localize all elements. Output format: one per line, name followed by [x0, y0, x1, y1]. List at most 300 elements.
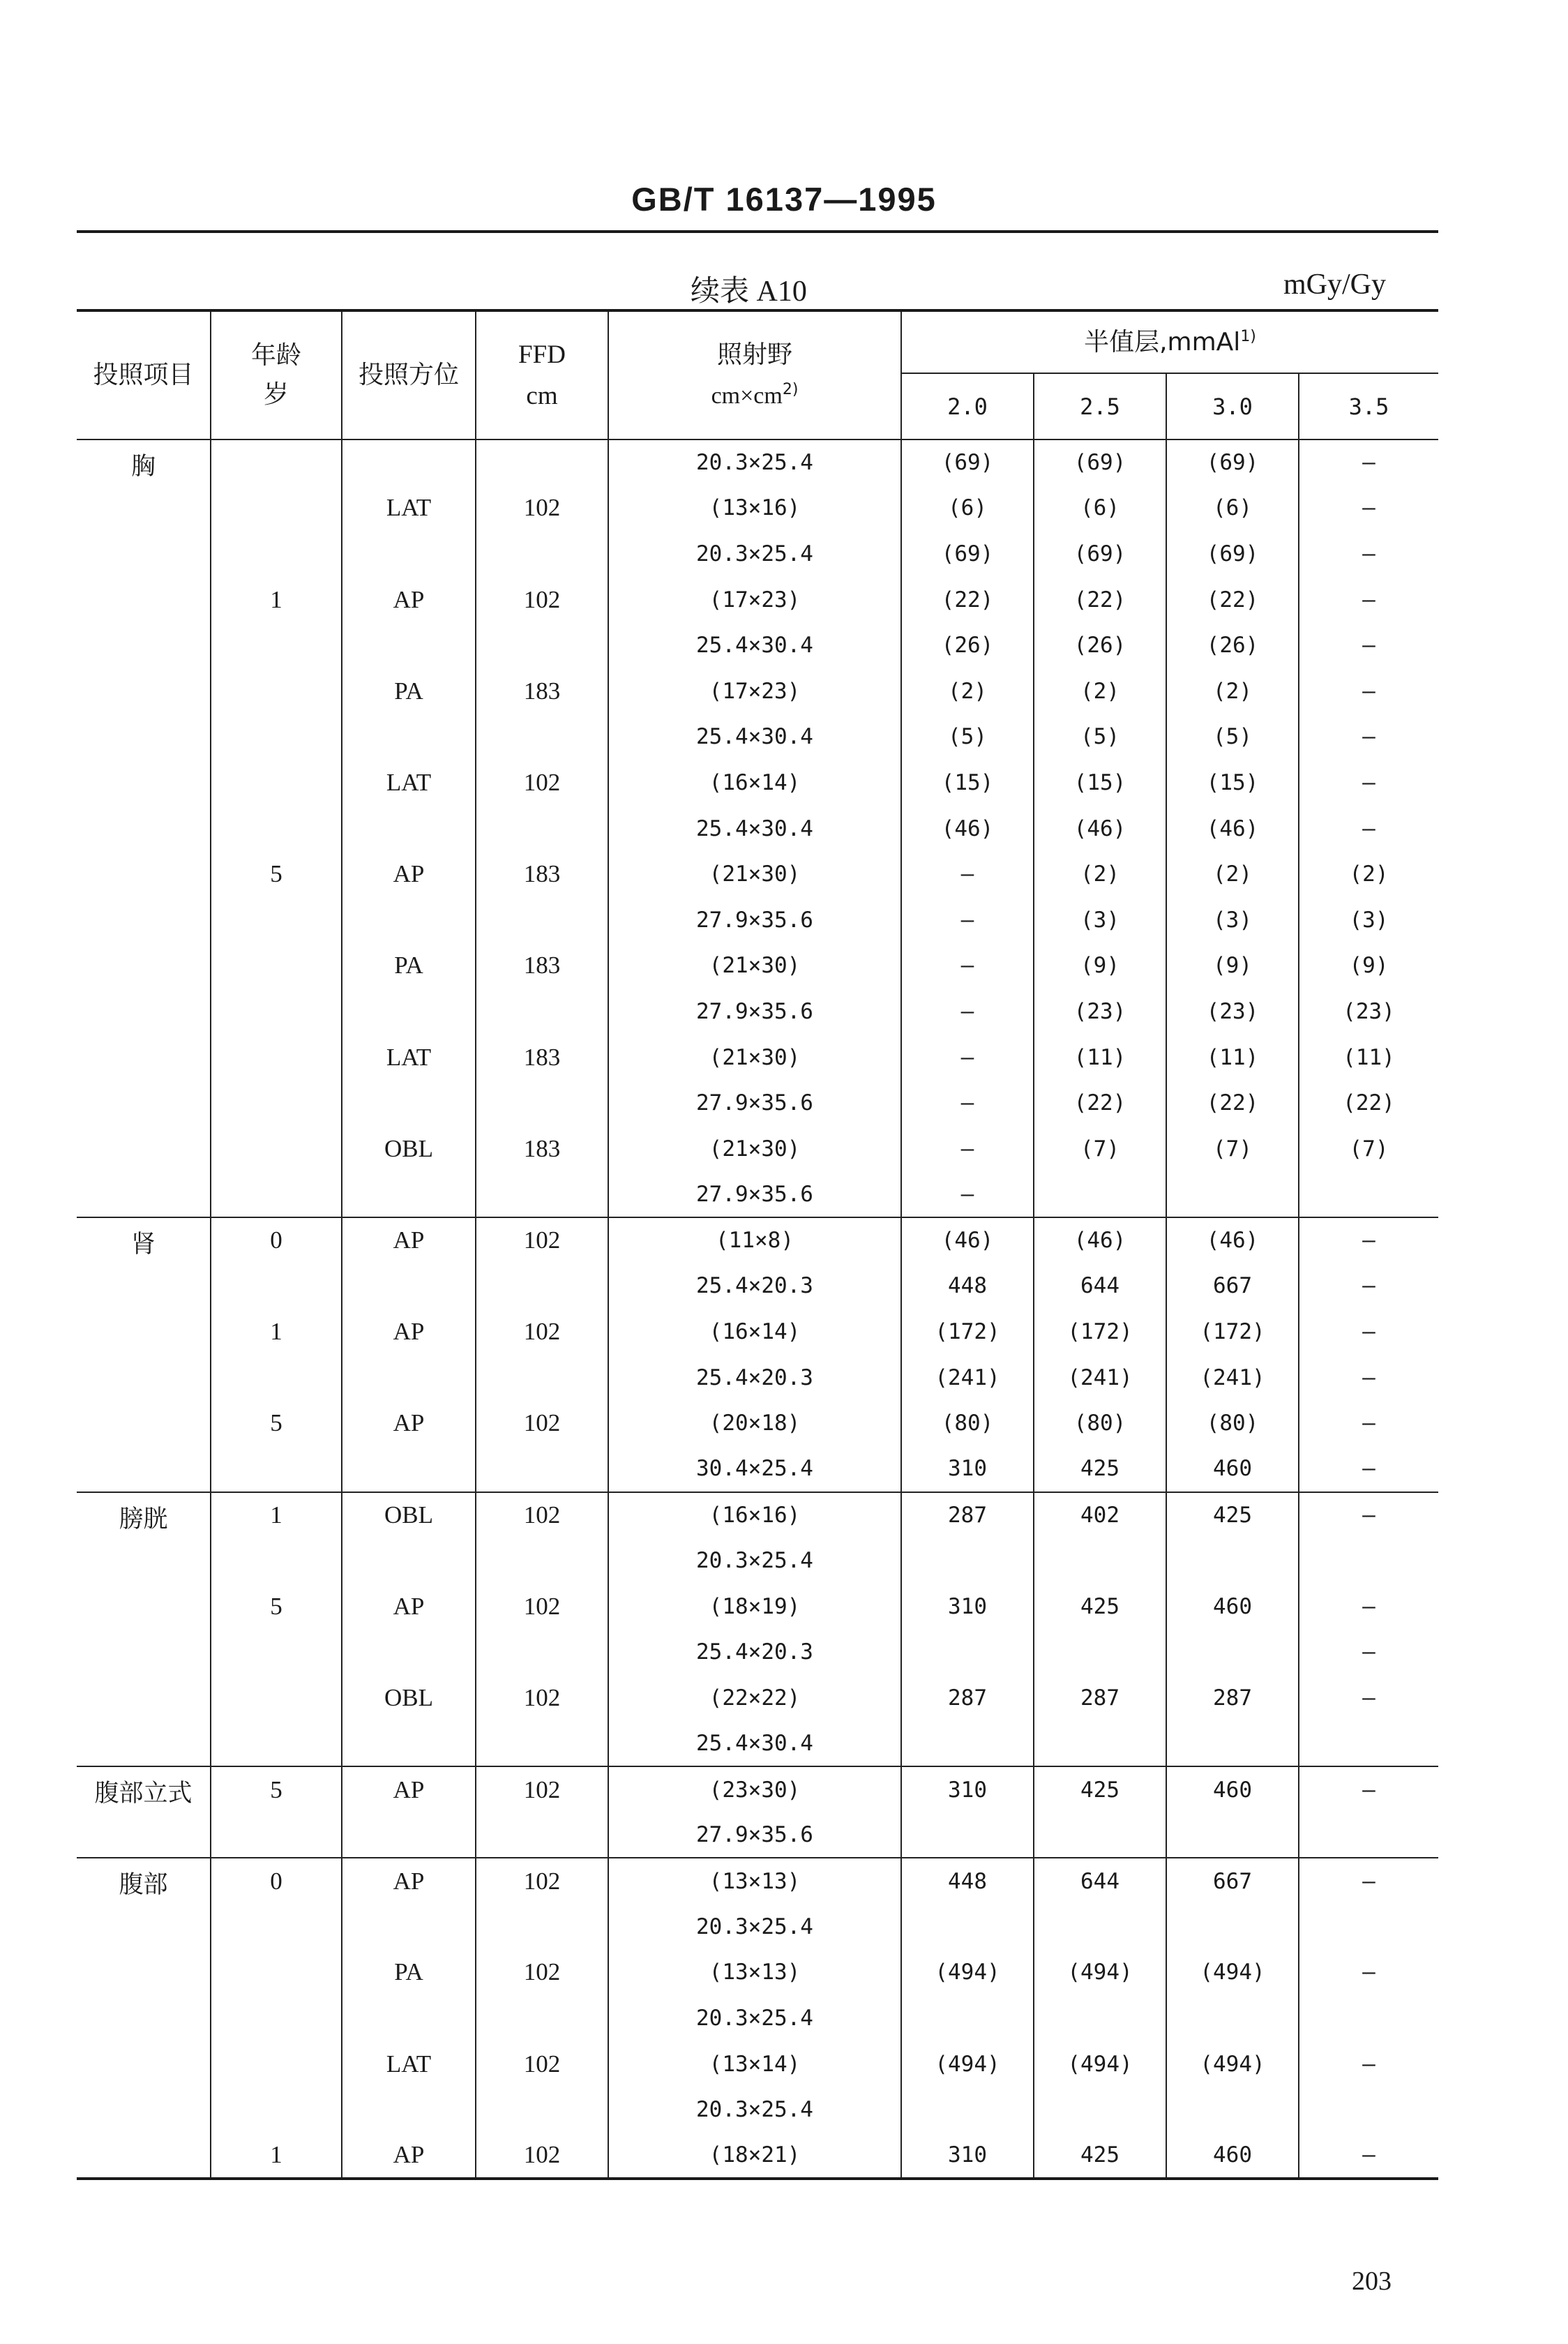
ffd-cell — [476, 440, 608, 486]
dose-hvl-2-5-cell: (69) — [1034, 440, 1166, 486]
dose-hvl-2-0-cell: 448 — [901, 1858, 1034, 1904]
table-row — [77, 1355, 1438, 1401]
ffd-cell: 102 — [476, 1309, 608, 1355]
dose-hvl-3-5-cell: — — [1299, 1629, 1438, 1675]
dose-hvl-2-0-cell: (2) — [901, 668, 1034, 714]
position-cell — [342, 1812, 476, 1858]
table-row — [77, 1400, 1438, 1446]
field-cell: 25.4×20.3 — [608, 1355, 901, 1401]
position-cell: PA — [342, 1950, 476, 1996]
position-cell — [342, 1446, 476, 1492]
table-row — [77, 1080, 1438, 1126]
dose-hvl-3-5-cell: — — [1299, 760, 1438, 806]
dose-hvl-2-5-cell: (5) — [1034, 714, 1166, 760]
table-row — [77, 2041, 1438, 2087]
position-cell: AP — [342, 2133, 476, 2179]
table-row — [77, 577, 1438, 623]
age-cell — [211, 1904, 342, 1950]
dose-hvl-3-0-cell: 460 — [1166, 1446, 1299, 1492]
table-group — [77, 1858, 1438, 2178]
dose-hvl-2-5-cell: (494) — [1034, 1950, 1166, 1996]
position-cell — [342, 531, 476, 577]
dose-hvl-2-5-cell: (15) — [1034, 760, 1166, 806]
project-cell: 胸 — [77, 440, 211, 1217]
ffd-cell — [476, 1080, 608, 1126]
table-row — [77, 1492, 1438, 1538]
dose-hvl-3-0-cell: 667 — [1166, 1858, 1299, 1904]
table-row — [77, 1721, 1438, 1767]
age-cell: 1 — [211, 1309, 342, 1355]
table-row — [77, 622, 1438, 668]
position-cell: AP — [342, 1858, 476, 1904]
table-row — [77, 1126, 1438, 1172]
dose-hvl-2-0-cell: (46) — [901, 806, 1034, 852]
ffd-cell: 102 — [476, 1217, 608, 1263]
position-cell: OBL — [342, 1675, 476, 1721]
dose-hvl-3-5-cell: — — [1299, 1446, 1438, 1492]
field-cell: 20.3×25.4 — [608, 1904, 901, 1950]
dose-hvl-2-0-cell: 287 — [901, 1492, 1034, 1538]
dose-hvl-2-5-cell: (80) — [1034, 1400, 1166, 1446]
position-cell — [342, 1629, 476, 1675]
age-cell — [211, 1172, 342, 1218]
header-ffd-label: FFD — [518, 340, 566, 369]
dose-hvl-3-5-cell: — — [1299, 714, 1438, 760]
field-cell: 27.9×35.6 — [608, 1812, 901, 1858]
dose-hvl-3-5-cell: (11) — [1299, 1035, 1438, 1081]
age-cell — [211, 714, 342, 760]
table-row — [77, 1217, 1438, 1263]
age-cell — [211, 1263, 342, 1309]
dose-hvl-2-5-cell — [1034, 1172, 1166, 1218]
position-cell: AP — [342, 1584, 476, 1630]
field-cell: (16×16) — [608, 1492, 901, 1538]
table-row — [77, 760, 1438, 806]
position-cell — [342, 1080, 476, 1126]
position-cell: AP — [342, 851, 476, 897]
dose-hvl-2-0-cell — [901, 1812, 1034, 1858]
age-cell: 1 — [211, 2133, 342, 2179]
age-cell: 1 — [211, 577, 342, 623]
dose-hvl-3-0-cell: (23) — [1166, 989, 1299, 1035]
table-row — [77, 668, 1438, 714]
field-cell: 20.3×25.4 — [608, 2087, 901, 2133]
ffd-cell: 183 — [476, 851, 608, 897]
position-cell — [342, 1904, 476, 1950]
field-cell: 25.4×20.3 — [608, 1263, 901, 1309]
position-cell — [342, 440, 476, 486]
dose-hvl-3-0-cell: (22) — [1166, 577, 1299, 623]
ffd-cell: 102 — [476, 1950, 608, 1996]
position-cell: OBL — [342, 1126, 476, 1172]
ffd-cell — [476, 989, 608, 1035]
age-cell: 5 — [211, 1584, 342, 1630]
field-cell: 27.9×35.6 — [608, 989, 901, 1035]
age-cell — [211, 622, 342, 668]
dose-hvl-2-5-cell: (22) — [1034, 577, 1166, 623]
table-caption: 续表 A10 — [691, 276, 807, 308]
dose-hvl-3-5-cell: — — [1299, 577, 1438, 623]
dose-hvl-3-5-cell: — — [1299, 440, 1438, 486]
dose-hvl-3-0-cell: 460 — [1166, 1584, 1299, 1630]
project-cell: 膀胱 — [77, 1492, 211, 1767]
ffd-cell: 102 — [476, 1675, 608, 1721]
ffd-cell — [476, 714, 608, 760]
project-cell: 肾 — [77, 1217, 211, 1492]
dose-hvl-3-5-cell: (9) — [1299, 943, 1438, 989]
age-cell — [211, 1355, 342, 1401]
age-cell — [211, 1675, 342, 1721]
table-row — [77, 2133, 1438, 2179]
dose-hvl-3-0-cell — [1166, 1995, 1299, 2041]
dose-hvl-2-0-cell: 310 — [901, 2133, 1034, 2179]
age-cell: 5 — [211, 1766, 342, 1812]
table-row — [77, 1675, 1438, 1721]
dose-hvl-3-0-cell: (80) — [1166, 1400, 1299, 1446]
header-ffd — [476, 310, 608, 440]
field-cell: (16×14) — [608, 1309, 901, 1355]
field-cell: (13×13) — [608, 1950, 901, 1996]
table-row — [77, 943, 1438, 989]
header-hvl-2-5: 2.5 — [1034, 373, 1166, 440]
dose-hvl-2-5-cell: 287 — [1034, 1675, 1166, 1721]
header-project: 投照项目 — [77, 310, 211, 440]
position-cell: LAT — [342, 1035, 476, 1081]
table-group — [77, 1492, 1438, 1767]
ffd-cell: 183 — [476, 943, 608, 989]
header-age — [211, 310, 342, 440]
dose-hvl-2-5-cell — [1034, 1538, 1166, 1584]
dose-hvl-2-0-cell: (26) — [901, 622, 1034, 668]
dose-hvl-2-0-cell: — — [901, 851, 1034, 897]
dose-hvl-2-5-cell: (6) — [1034, 486, 1166, 532]
dose-hvl-3-5-cell: — — [1299, 1584, 1438, 1630]
table-row — [77, 1172, 1438, 1218]
dose-hvl-3-0-cell: (241) — [1166, 1355, 1299, 1401]
ffd-cell: 102 — [476, 1858, 608, 1904]
dose-hvl-2-5-cell: (22) — [1034, 1080, 1166, 1126]
dose-hvl-2-5-cell: (9) — [1034, 943, 1166, 989]
dose-hvl-2-0-cell: 310 — [901, 1446, 1034, 1492]
table-row — [77, 1584, 1438, 1630]
dose-hvl-2-5-cell — [1034, 1812, 1166, 1858]
dose-hvl-3-5-cell — [1299, 1172, 1438, 1218]
table-row — [77, 897, 1438, 943]
dose-hvl-2-5-cell — [1034, 1721, 1166, 1767]
dose-hvl-3-5-cell: — — [1299, 1950, 1438, 1996]
age-cell — [211, 531, 342, 577]
age-cell — [211, 486, 342, 532]
dose-hvl-3-0-cell: 425 — [1166, 1492, 1299, 1538]
ffd-cell — [476, 1446, 608, 1492]
dose-hvl-2-5-cell: (23) — [1034, 989, 1166, 1035]
table-row — [77, 1035, 1438, 1081]
position-cell: LAT — [342, 2041, 476, 2087]
dose-hvl-3-0-cell: (494) — [1166, 2041, 1299, 2087]
field-cell: 27.9×35.6 — [608, 1080, 901, 1126]
age-cell — [211, 668, 342, 714]
ffd-cell — [476, 806, 608, 852]
table-row — [77, 1904, 1438, 1950]
table-row — [77, 531, 1438, 577]
unit-label: mGy/Gy — [1283, 269, 1386, 301]
dose-hvl-2-0-cell: (69) — [901, 531, 1034, 577]
ffd-cell: 102 — [476, 2133, 608, 2179]
dose-hvl-3-5-cell: — — [1299, 486, 1438, 532]
ffd-cell: 102 — [476, 1584, 608, 1630]
position-cell — [342, 2087, 476, 2133]
field-cell: 25.4×30.4 — [608, 714, 901, 760]
position-cell — [342, 1995, 476, 2041]
dose-hvl-2-5-cell: (11) — [1034, 1035, 1166, 1081]
table-group — [77, 1766, 1438, 1858]
dose-hvl-3-0-cell: (15) — [1166, 760, 1299, 806]
field-cell: (17×23) — [608, 668, 901, 714]
position-cell — [342, 897, 476, 943]
field-cell: 25.4×30.4 — [608, 806, 901, 852]
table-row — [77, 1263, 1438, 1309]
header-hvl — [901, 310, 1438, 373]
dose-hvl-3-5-cell — [1299, 1721, 1438, 1767]
dose-hvl-3-5-cell: — — [1299, 1400, 1438, 1446]
ffd-cell — [476, 1904, 608, 1950]
dose-hvl-2-0-cell — [901, 1629, 1034, 1675]
ffd-cell: 102 — [476, 2041, 608, 2087]
dose-hvl-3-0-cell: (6) — [1166, 486, 1299, 532]
dose-hvl-2-5-cell: 644 — [1034, 1263, 1166, 1309]
dose-hvl-3-5-cell: — — [1299, 1766, 1438, 1812]
dose-hvl-2-5-cell: 425 — [1034, 1766, 1166, 1812]
dose-hvl-3-5-cell: — — [1299, 1217, 1438, 1263]
ffd-cell: 183 — [476, 1126, 608, 1172]
dose-hvl-3-0-cell: (494) — [1166, 1950, 1299, 1996]
dose-hvl-2-5-cell: (26) — [1034, 622, 1166, 668]
dose-hvl-3-5-cell: — — [1299, 668, 1438, 714]
ffd-cell — [476, 1172, 608, 1218]
dose-hvl-2-5-cell — [1034, 1995, 1166, 2041]
dose-hvl-3-0-cell: (2) — [1166, 668, 1299, 714]
dose-hvl-3-0-cell: (69) — [1166, 440, 1299, 486]
age-cell — [211, 1446, 342, 1492]
dose-hvl-3-5-cell — [1299, 1904, 1438, 1950]
table-row — [77, 806, 1438, 852]
ffd-cell — [476, 1538, 608, 1584]
table-row — [77, 2087, 1438, 2133]
dose-hvl-2-0-cell: — — [901, 897, 1034, 943]
dose-hvl-3-5-cell — [1299, 1812, 1438, 1858]
header-hvl-label: 半值层,mmAl — [1084, 327, 1241, 356]
ffd-cell — [476, 1721, 608, 1767]
dose-hvl-2-5-cell: (2) — [1034, 851, 1166, 897]
field-cell: 25.4×20.3 — [608, 1629, 901, 1675]
dose-hvl-3-5-cell — [1299, 1538, 1438, 1584]
dose-hvl-2-0-cell — [901, 1904, 1034, 1950]
dose-hvl-3-0-cell — [1166, 1812, 1299, 1858]
dose-hvl-3-5-cell: (23) — [1299, 989, 1438, 1035]
dose-hvl-2-5-cell: (241) — [1034, 1355, 1166, 1401]
dose-hvl-3-0-cell: (46) — [1166, 806, 1299, 852]
age-cell — [211, 1080, 342, 1126]
age-cell — [211, 1629, 342, 1675]
age-cell — [211, 2087, 342, 2133]
dose-hvl-3-0-cell — [1166, 1538, 1299, 1584]
field-cell: (20×18) — [608, 1400, 901, 1446]
dose-hvl-2-0-cell: (46) — [901, 1217, 1034, 1263]
dose-hvl-3-5-cell: — — [1299, 622, 1438, 668]
header-ffd-unit: cm — [526, 382, 558, 410]
position-cell — [342, 989, 476, 1035]
age-cell — [211, 760, 342, 806]
dose-hvl-2-0-cell: 287 — [901, 1675, 1034, 1721]
dose-hvl-2-5-cell: 644 — [1034, 1858, 1166, 1904]
age-cell — [211, 1035, 342, 1081]
dose-hvl-2-0-cell: (241) — [901, 1355, 1034, 1401]
dose-hvl-3-5-cell — [1299, 2087, 1438, 2133]
age-cell — [211, 1721, 342, 1767]
dose-hvl-3-0-cell: (69) — [1166, 531, 1299, 577]
header-age-unit: 岁 — [263, 380, 289, 409]
dose-hvl-3-5-cell: — — [1299, 531, 1438, 577]
dose-hvl-2-0-cell: (494) — [901, 1950, 1034, 1996]
ffd-cell: 183 — [476, 668, 608, 714]
dose-hvl-2-0-cell — [901, 2087, 1034, 2133]
dose-hvl-3-0-cell — [1166, 1172, 1299, 1218]
header-field — [608, 310, 901, 440]
table-row — [77, 1629, 1438, 1675]
dose-hvl-3-0-cell: 667 — [1166, 1263, 1299, 1309]
dose-hvl-2-0-cell: (172) — [901, 1309, 1034, 1355]
table-row — [77, 1858, 1438, 1904]
field-cell: (23×30) — [608, 1766, 901, 1812]
table-row — [77, 1538, 1438, 1584]
ffd-cell — [476, 1629, 608, 1675]
dose-hvl-2-0-cell: — — [901, 989, 1034, 1035]
field-cell: 20.3×25.4 — [608, 1538, 901, 1584]
dose-hvl-3-5-cell: — — [1299, 1858, 1438, 1904]
dose-hvl-2-0-cell: (69) — [901, 440, 1034, 486]
dose-hvl-3-0-cell — [1166, 1629, 1299, 1675]
dose-hvl-3-0-cell: (26) — [1166, 622, 1299, 668]
dose-hvl-2-0-cell: 310 — [901, 1766, 1034, 1812]
dose-hvl-3-0-cell — [1166, 1904, 1299, 1950]
header-position: 投照方位 — [342, 310, 476, 440]
age-cell: 0 — [211, 1217, 342, 1263]
dose-hvl-3-0-cell: (172) — [1166, 1309, 1299, 1355]
position-cell: AP — [342, 577, 476, 623]
dose-hvl-3-5-cell: — — [1299, 1309, 1438, 1355]
dose-hvl-3-0-cell: (22) — [1166, 1080, 1299, 1126]
field-cell: (21×30) — [608, 1035, 901, 1081]
ffd-cell — [476, 531, 608, 577]
age-cell — [211, 1538, 342, 1584]
header-hvl-3-0: 3.0 — [1166, 373, 1299, 440]
field-cell: 25.4×30.4 — [608, 1721, 901, 1767]
field-cell: (22×22) — [608, 1675, 901, 1721]
position-cell: AP — [342, 1766, 476, 1812]
age-cell — [211, 1812, 342, 1858]
ffd-cell: 102 — [476, 1400, 608, 1446]
dose-hvl-3-0-cell: (9) — [1166, 943, 1299, 989]
table-row — [77, 989, 1438, 1035]
table-row — [77, 1995, 1438, 2041]
age-cell — [211, 989, 342, 1035]
header-field-footnote: 2) — [782, 381, 799, 398]
dose-hvl-2-5-cell: (3) — [1034, 897, 1166, 943]
position-cell: OBL — [342, 1492, 476, 1538]
ffd-cell — [476, 1995, 608, 2041]
dose-hvl-3-5-cell: — — [1299, 1492, 1438, 1538]
dose-hvl-3-5-cell: — — [1299, 1263, 1438, 1309]
age-cell — [211, 943, 342, 989]
dose-hvl-3-5-cell: — — [1299, 2041, 1438, 2087]
dose-hvl-3-0-cell: (11) — [1166, 1035, 1299, 1081]
dose-hvl-2-5-cell: (46) — [1034, 806, 1166, 852]
position-cell — [342, 714, 476, 760]
age-cell — [211, 1950, 342, 1996]
position-cell: AP — [342, 1400, 476, 1446]
table-row — [77, 714, 1438, 760]
ffd-cell — [476, 622, 608, 668]
ffd-cell — [476, 2087, 608, 2133]
age-cell — [211, 1995, 342, 2041]
table-row — [77, 1812, 1438, 1858]
header-age-label: 年龄 — [250, 341, 301, 370]
field-cell: (17×23) — [608, 577, 901, 623]
field-cell: (21×30) — [608, 943, 901, 989]
position-cell — [342, 1172, 476, 1218]
field-cell: (18×19) — [608, 1584, 901, 1630]
ffd-cell: 102 — [476, 1766, 608, 1812]
age-cell: 0 — [211, 1858, 342, 1904]
field-cell: 20.3×25.4 — [608, 531, 901, 577]
position-cell — [342, 1355, 476, 1401]
ffd-cell: 102 — [476, 1492, 608, 1538]
dose-hvl-3-0-cell: (3) — [1166, 897, 1299, 943]
dose-hvl-2-0-cell: 448 — [901, 1263, 1034, 1309]
dose-hvl-2-0-cell — [901, 1995, 1034, 2041]
dose-hvl-3-0-cell: (2) — [1166, 851, 1299, 897]
dose-hvl-2-0-cell: — — [901, 943, 1034, 989]
table-row — [77, 440, 1438, 486]
dose-hvl-2-5-cell: (7) — [1034, 1126, 1166, 1172]
header-field-label: 照射野 — [716, 340, 792, 370]
age-cell: 1 — [211, 1492, 342, 1538]
header-field-unit: cm×cm — [711, 383, 783, 409]
table-group — [77, 440, 1438, 1217]
field-cell: (13×13) — [608, 1858, 901, 1904]
field-cell: 30.4×25.4 — [608, 1446, 901, 1492]
dose-hvl-2-0-cell: — — [901, 1080, 1034, 1126]
position-cell: PA — [342, 943, 476, 989]
dose-hvl-3-0-cell — [1166, 2087, 1299, 2133]
dose-hvl-3-0-cell — [1166, 1721, 1299, 1767]
age-cell: 5 — [211, 851, 342, 897]
field-cell: (18×21) — [608, 2133, 901, 2179]
dose-hvl-2-5-cell: (494) — [1034, 2041, 1166, 2087]
age-cell — [211, 806, 342, 852]
page-number: 203 — [1352, 2267, 1392, 2296]
ffd-cell: 102 — [476, 577, 608, 623]
field-cell: (13×16) — [608, 486, 901, 532]
position-cell — [342, 806, 476, 852]
dose-table — [77, 309, 1438, 2180]
position-cell: LAT — [342, 760, 476, 806]
dose-hvl-2-0-cell: (494) — [901, 2041, 1034, 2087]
age-cell — [211, 440, 342, 486]
dose-hvl-2-5-cell: 402 — [1034, 1492, 1166, 1538]
field-cell: (21×30) — [608, 851, 901, 897]
position-cell: PA — [342, 668, 476, 714]
